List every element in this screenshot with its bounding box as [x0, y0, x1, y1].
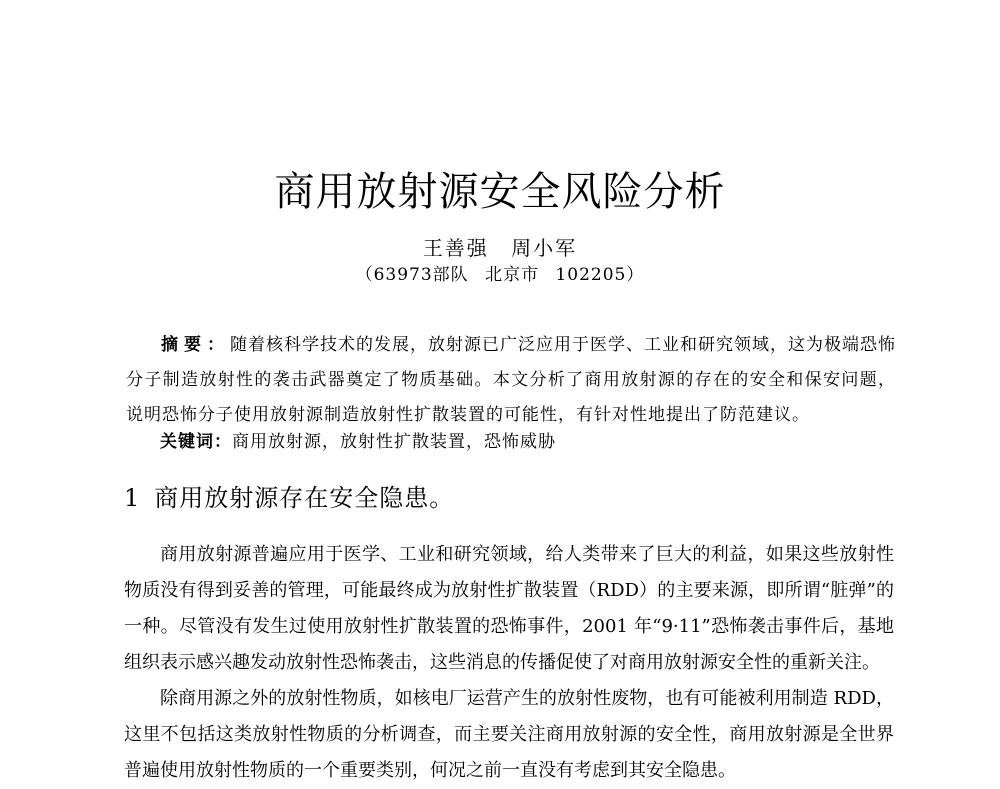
- abstract-indent: [126, 335, 161, 355]
- paper-authors: 王善强 周小军: [422, 236, 578, 260]
- keywords-label: 关键词：: [160, 432, 232, 452]
- keywords: [160, 430, 896, 454]
- section-title: 商用放射源存在安全隐患。: [154, 484, 455, 512]
- paper-affiliation: （63973部队 北京市 102205）: [355, 265, 645, 285]
- paper-title: 商用放射源安全风险分析: [274, 169, 726, 215]
- body-paragraph: 商用放射源普遍应用于医学、工业和研究领域，给人类带来了巨大的利益，如果这些放射性物质没有得到妥善的管理，可能最终成为放射性扩散装置（RDD）的主要来源，即所谓“脏弹”的一种。尽管没有发生过使用放射性扩散装置的恐怖事件，2001 年“9·11”恐怖袭击事件后，基地组织表示感兴趣发动放射性恐怖袭击，这些消息的传播促使了对商用放射源安全性的重新关注。: [124, 544, 894, 673]
- body-text: [124, 537, 894, 789]
- abstract-text: 随着核科学技术的发展，放射源已广泛应用于医学、工业和研究领域，这为极端恐怖分子制造放射性的袭击武器奠定了物质基础。本文分析了商用放射源的存在的安全和保安问题，说明恐怖分子使用放射源制造放射性扩散装置的可能性，有针对性地提出了防范建议。: [126, 335, 896, 425]
- body-paragraph: 除商用源之外的放射性物质，如核电厂运营产生的放射性废物，也有可能被利用制造 RDD，这里不包括这类放射性物质的分析调查，而主要关注商用放射源的安全性，商用放射源是全世界普遍使用放射性物质的一个重要类别，何况之前一直没有考虑到其安全隐患。: [124, 688, 894, 781]
- abstract: [126, 328, 896, 433]
- abstract-label: 摘要：: [161, 335, 230, 355]
- section-heading: [124, 482, 896, 514]
- keywords-text: 商用放射源，放射性扩散装置，恐怖威胁: [232, 432, 556, 452]
- section-number: 1: [124, 484, 141, 512]
